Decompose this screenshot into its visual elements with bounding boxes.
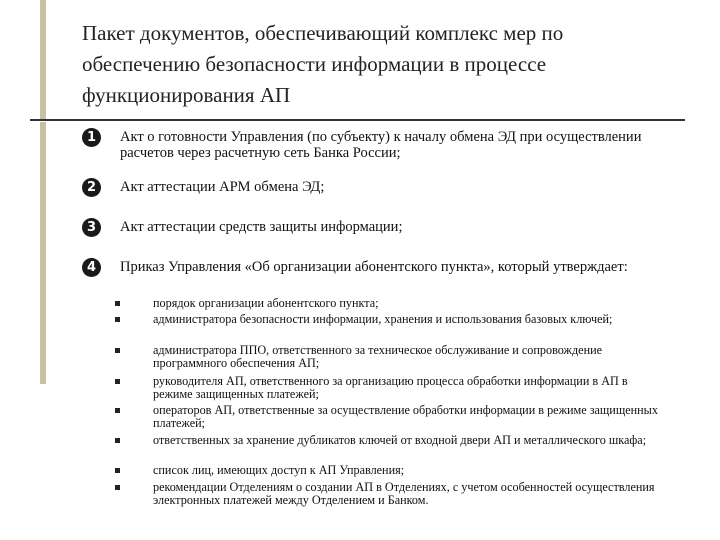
square-bullet-icon bbox=[115, 379, 120, 384]
number-badge-icon: 1 bbox=[82, 128, 101, 147]
numbered-item-text: Приказ Управления «Об организации абонентского пункта», который утверждает: bbox=[120, 259, 628, 275]
sub-list-item-text: операторов АП, ответственные за осуществление обработки информации в режиме защищенных платежей; bbox=[153, 403, 658, 430]
square-bullet-icon bbox=[115, 408, 120, 413]
title-divider bbox=[30, 119, 685, 121]
square-bullet-icon bbox=[115, 348, 120, 353]
sub-list-item-text: порядок организации абонентского пункта; bbox=[153, 296, 379, 310]
sub-list-item-text: администратора ППО, ответственного за техническое обслуживание и сопровождение программного обеспечения АП; bbox=[153, 343, 603, 370]
square-bullet-icon bbox=[115, 438, 120, 443]
square-bullet-icon bbox=[115, 301, 120, 306]
numbered-item-text: Акт о готовности Управления (по субъекту) к началу обмена ЭД при осуществлении расчетов через расчетную сеть Банка России; bbox=[120, 129, 642, 161]
number-badge-icon: 3 bbox=[82, 218, 101, 237]
number-badge-icon: 2 bbox=[82, 178, 101, 197]
slide-title: Пакет документов, обеспечивающий комплекс мер по обеспечению безопасности информации в процессе функционирования АП bbox=[82, 21, 564, 107]
square-bullet-icon bbox=[115, 317, 120, 322]
sub-list-item-text: руководителя АП, ответственного за организацию процесса обработки информации в АП в режиме защищенных платежей; bbox=[153, 374, 628, 401]
decorative-bar-top bbox=[40, 0, 46, 120]
sub-list-item-text: ответственных за хранение дубликатов ключей от входной двери АП и металлического шкафа; bbox=[153, 433, 647, 447]
number-badge-icon: 4 bbox=[82, 258, 101, 277]
numbered-item-text: Акт аттестации АРМ обмена ЭД; bbox=[120, 179, 325, 195]
sub-list-item-text: рекомендации Отделениям о создании АП в Отделениях, с учетом особенностей осуществления электронных платежей между Отделением и Банком. bbox=[153, 480, 655, 507]
sub-list-item-text: список лиц, имеющих доступ к АП Управления; bbox=[153, 463, 405, 477]
decorative-bar-bottom bbox=[40, 122, 46, 384]
square-bullet-icon bbox=[115, 485, 120, 490]
numbered-item-text: Акт аттестации средств защиты информации; bbox=[120, 219, 403, 235]
sub-list-item-text: администратора безопасности информации, хранения и использования базовых ключей; bbox=[153, 312, 613, 326]
square-bullet-icon bbox=[115, 468, 120, 473]
